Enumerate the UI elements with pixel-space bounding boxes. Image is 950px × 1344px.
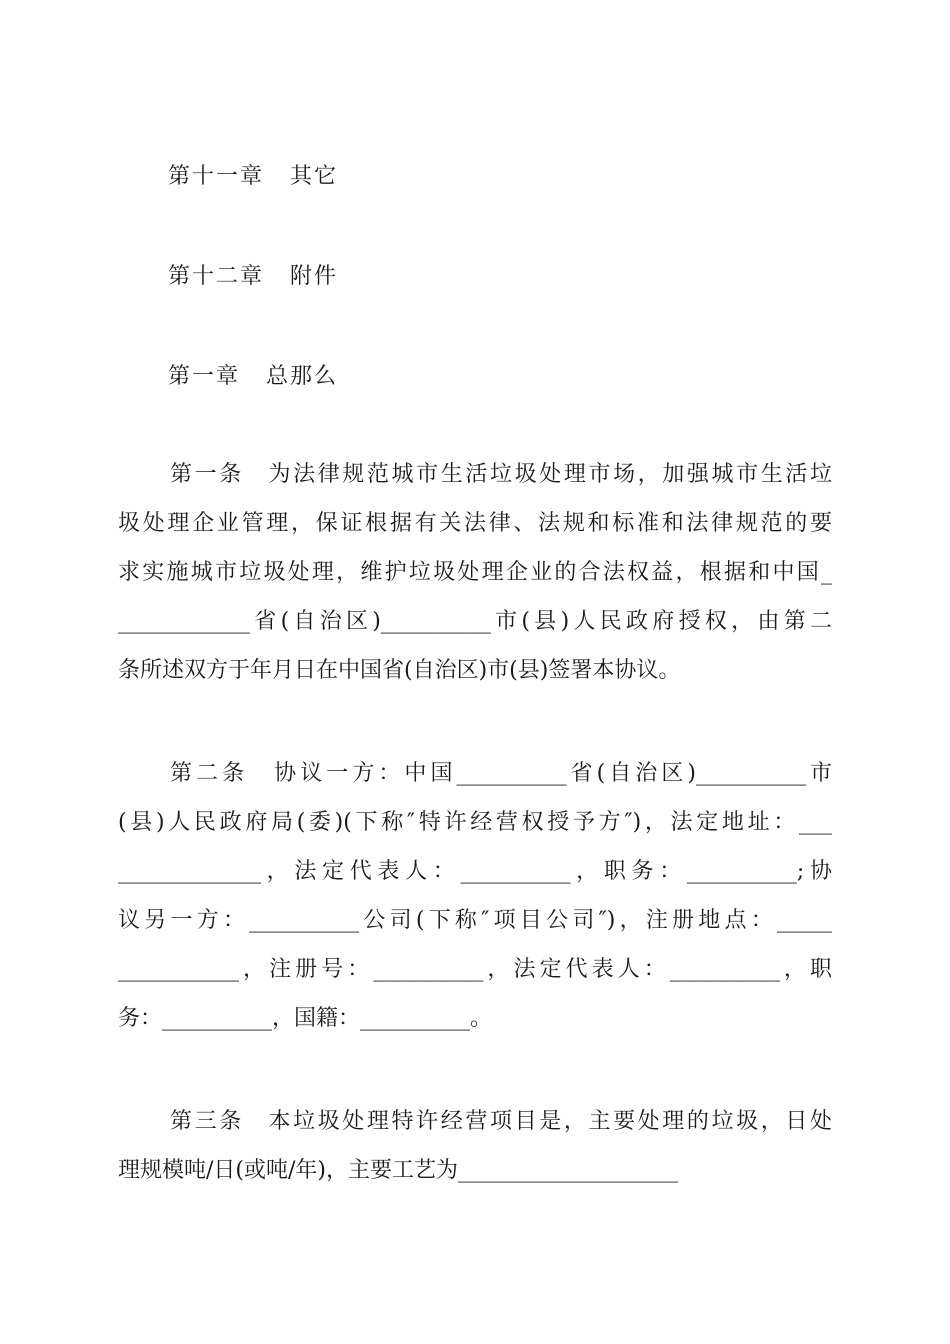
article-line: 第三条 本垃圾处理特许经营项目是，主要处理的垃圾，日处 — [170, 1109, 832, 1134]
chapter-heading-1 — [168, 362, 338, 392]
article-3 — [118, 1097, 832, 1195]
article-line: (县)人民政府局(委)(下称″特许经营权授予方″)，法定地址：___ — [118, 810, 832, 835]
article-line: 圾处理企业管理，保证根据有关法律、法规和标准和法律规范的要 — [118, 511, 832, 536]
article-line: 求实施城市垃圾处理，维护垃圾处理企业的合法权益，根据和中国_ — [118, 560, 832, 585]
article-line: _____________，法定代表人：__________，职务：__________;协 — [118, 859, 832, 884]
article-2 — [118, 749, 832, 1043]
article-line: ___________，注册号：__________，法定代表人：__________，职 — [118, 957, 832, 982]
chapter-number: 第十一章 — [168, 164, 265, 189]
chapter-number: 第一章 — [168, 364, 241, 389]
chapter-heading-12 — [168, 262, 338, 292]
article-1 — [118, 450, 832, 695]
article-line: 议另一方：__________公司(下称″项目公司″)，注册地点：_____ — [118, 908, 832, 933]
article-line: 条所述双方于年月日在中国省(自治区)市(县)签署本协议。 — [118, 658, 681, 683]
chapter-number: 第十二章 — [168, 264, 265, 289]
chapter-heading-11 — [168, 162, 338, 192]
chapter-title: 总那么 — [266, 364, 339, 389]
chapter-title: 附件 — [290, 264, 339, 289]
chapter-title: 其它 — [290, 164, 339, 189]
article-line: 理规模吨/日(或吨/年)，主要工艺为____________________ — [118, 1158, 678, 1183]
article-line: 第二条 协议一方：中国__________省(自治区)__________市 — [170, 761, 832, 786]
article-line: 第一条 为法律规范城市生活垃圾处理市场，加强城市生活垃 — [170, 462, 832, 487]
article-line: 务：__________，国籍：__________。 — [118, 1006, 493, 1031]
article-line: ____________省(自治区)__________市(县)人民政府授权，由第二 — [118, 609, 832, 634]
